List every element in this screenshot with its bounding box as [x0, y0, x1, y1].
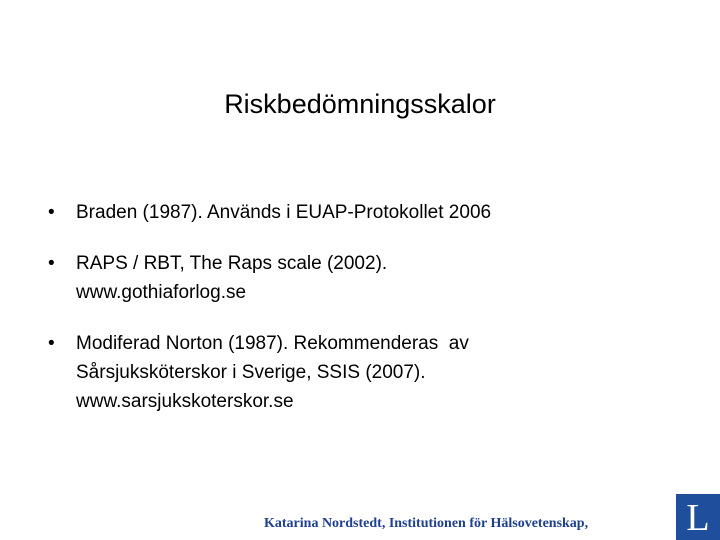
bullet-link-gothiaforlog[interactable]: www.gothiaforlog.se — [76, 282, 247, 303]
bullet-dot-icon: • — [48, 333, 55, 354]
bullet-item-norton — [48, 329, 688, 416]
bullet-list — [48, 198, 688, 438]
bullet-item-raps — [48, 249, 688, 307]
bullet-text: Braden (1987). Används i EUAP-Protokollet 2006 — [76, 202, 492, 223]
bullet-text: Modiferad Norton (1987). Rekommenderas av — [76, 333, 469, 354]
bullet-link-sarsjukskoterskor[interactable]: www.sarsjukskoterskor.se — [76, 391, 294, 412]
university-logo — [676, 494, 720, 540]
bullet-dot-icon: • — [48, 253, 55, 274]
logo-letter-icon: L — [686, 497, 710, 539]
bullet-text: RAPS / RBT, The Raps scale (2002). — [76, 253, 388, 274]
bullet-item-braden — [48, 198, 688, 227]
footer-author: Katarina Nordstedt, Institutionen för Hälsovetenskap, — [264, 516, 589, 531]
bullet-text: Sårsjuksköterskor i Sverige, SSIS (2007). — [76, 362, 426, 383]
bullet-dot-icon: • — [48, 202, 55, 223]
slide-title: Riskbedömningsskalor — [224, 89, 496, 119]
